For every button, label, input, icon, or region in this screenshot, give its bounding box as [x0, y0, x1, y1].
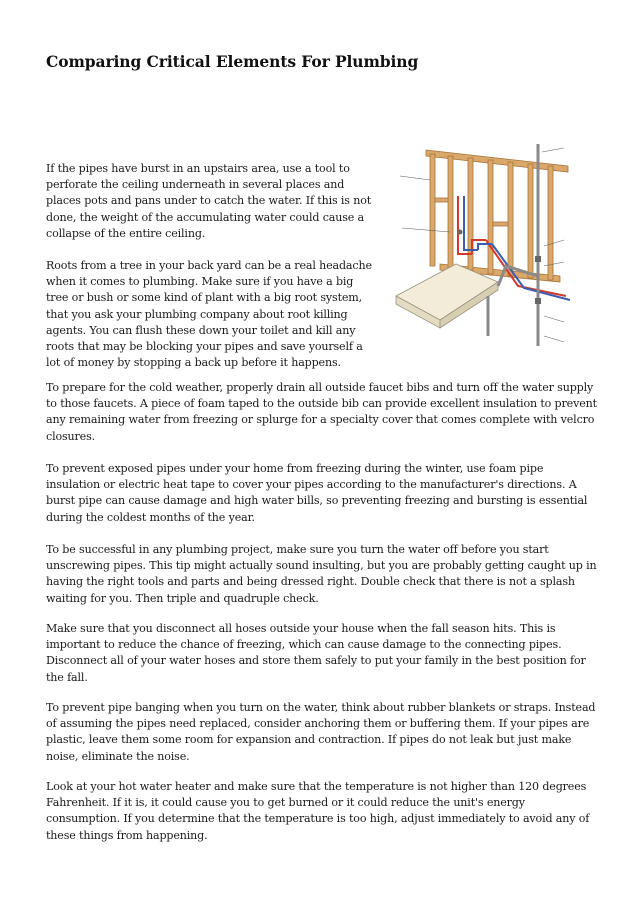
paragraph-3: To prepare for the cold weather, properly drain all outside faucet bibs and turn off the water supply to those faucets. A piece of foam taped to the outside bib can provide excellent insulation to prevent any remaining water from freezing or splurge for a specialty cover that comes complete with velcro closures. [46, 381, 597, 443]
paragraph-8: Look at your hot water heater and make sure that the temperature is not higher than 120 degrees Fahrenheit. If it is, it could cause you to get burned or it could reduce the unit's energy consumption. If you determine that the temperature is too high, adjust immediately to avoid any of these things from happening. [46, 780, 590, 842]
paragraph-2: Roots from a tree in your back yard can be a real headache when it comes to plumbing. Make sure if you have a big tree or bush or some kind of plant with a big root system, that you ask your plumbing company about root killing agents. You can flush these down your toilet and kill any roots that may be blocking your pipes and save yourself a lot of money by stopping a back up before it happens. [46, 259, 372, 370]
paragraph-6: Make sure that you disconnect all hoses outside your house when the fall season hits. This is important to reduce the chance of freezing, which can cause damage to the connecting pipes. Disconnect all of your water hoses and store them safely to put your family in the best position for the fall. [46, 622, 586, 684]
paragraph-7: To prevent pipe banging when you turn on the water, think about rubber blankets or straps. Instead of assuming the pipes need replaced, consider anchoring them or buffering them. If your pipes are plastic, leave them some room for expansion and contraction. If pipes do not leak but just make noise, eliminate the noise. [46, 701, 596, 763]
paragraph-1: If the pipes have burst in an upstairs area, use a tool to perforate the ceiling underneath in several places and places pots and pans under to catch the water. If this is not done, the weight of the accumulating water could cause a collapse of the entire ceiling. [46, 162, 372, 240]
page-title: Comparing Critical Elements For Plumbing [46, 52, 419, 71]
plumbing-diagram-illustration [388, 136, 598, 356]
paragraph-4: To prevent exposed pipes under your home from freezing during the winter, use foam pipe insulation or electric heat tape to cover your pipes according to the manufacturer's directions. A burst pipe can cause damage and high water bills, so preventing freezing and bursting is essential during the coldest months of the year. [46, 462, 588, 524]
wall-framing [426, 150, 568, 282]
paragraph-5: To be successful in any plumbing project, make sure you turn the water off before you start unscrewing pipes. This tip might actually sound insulting, but you are probably getting caught up in having the right tools and parts and being dressed right. Double check that there is not a splash waiting for you. Then triple and quadruple check. [46, 543, 597, 605]
